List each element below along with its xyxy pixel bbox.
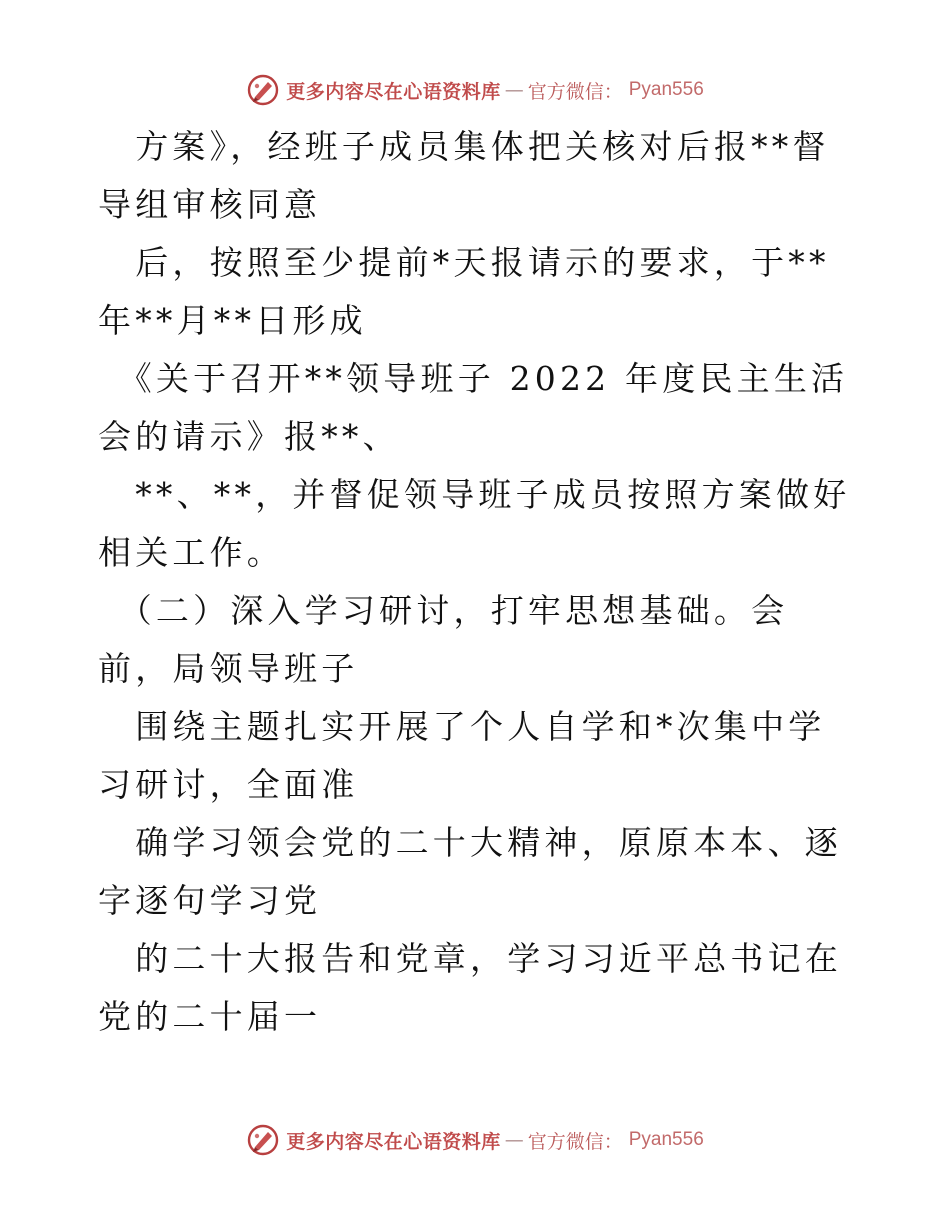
- paragraph-4: **、**，并督促领导班子成员按照方案做好相关工作。: [98, 475, 851, 572]
- watermark-site-text: 更多内容尽在心语资料库: [286, 80, 501, 103]
- watermark-site-text: 更多内容尽在心语资料库: [286, 1130, 501, 1153]
- pen-logo-icon: [246, 1123, 280, 1157]
- watermark-wechat-id: Pyan556: [628, 79, 704, 100]
- pen-logo-icon: [246, 73, 280, 107]
- watermark-dash: —: [504, 79, 524, 101]
- watermark-official-label: 官方微信：: [527, 1130, 623, 1153]
- paragraph-2: 后，按照至少提前*天报请示的要求，于**年**月**日形成: [98, 243, 830, 340]
- paragraph-5: （二）深入学习研讨，打牢思想基础。会前，局领导班子: [98, 591, 789, 688]
- watermark-wechat-id: Pyan556: [628, 1129, 704, 1150]
- footer-watermark: [0, 1120, 950, 1160]
- paragraph-1: 方案》，经班子成员集体把关核对后报**督导组审核同意: [98, 127, 830, 224]
- watermark-dash: —: [504, 1129, 524, 1151]
- paragraph-6: 围绕主题扎实开展了个人自学和*次集中学习研讨，全面准: [98, 707, 826, 804]
- paragraph-7: 确学习领会党的二十大精神，原原本本、逐字逐句学习党: [98, 823, 842, 920]
- document-body: [98, 118, 858, 1046]
- header-watermark: [0, 70, 950, 110]
- paragraph-3: 《关于召开**领导班子 2022 年度民主生活会的请示》报**、: [98, 359, 849, 456]
- watermark-official-label: 官方微信：: [527, 80, 623, 103]
- paragraph-8: 的二十大报告和党章，学习习近平总书记在党的二十届一: [98, 939, 842, 1036]
